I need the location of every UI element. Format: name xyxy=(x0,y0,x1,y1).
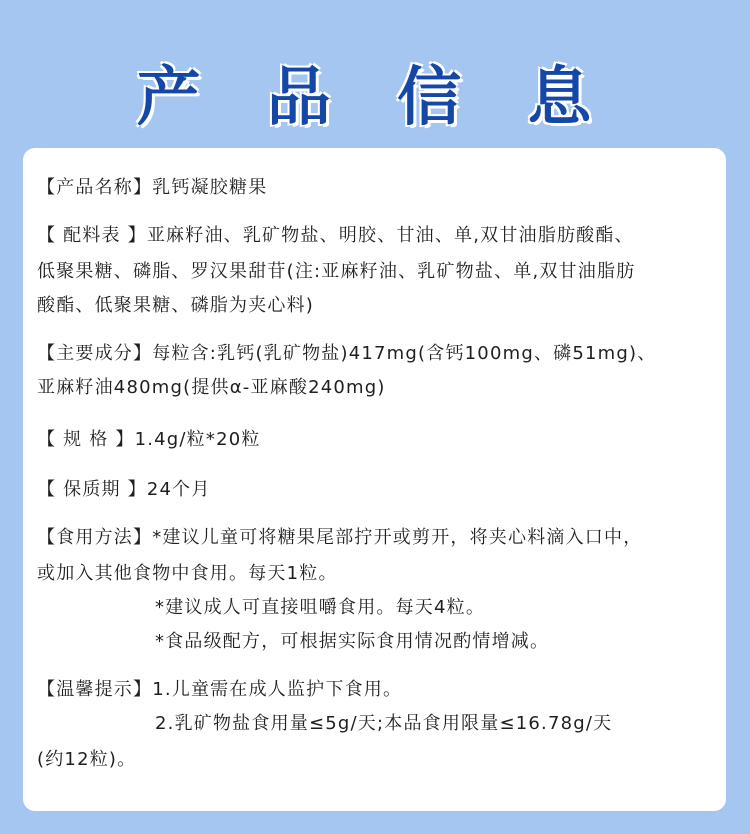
tips-line-1: 【温馨提示】1.儿童需在成人监护下食用。 xyxy=(37,679,403,700)
usage-line-3: *建议成人可直接咀嚼食用。每天4粒。 xyxy=(155,597,486,618)
usage-line-4: *食品级配方，可根据实际食用情况酌情增减。 xyxy=(155,631,550,652)
specification-line: 【 规 格 】1.4g/粒*20粒 xyxy=(37,429,261,450)
product-name-line: 【产品名称】乳钙凝胶糖果 xyxy=(37,177,268,198)
usage-line-1: 【食用方法】*建议儿童可将糖果尾部拧开或剪开，将夹心料滴入口中， xyxy=(37,527,643,548)
page-title: 产 品 信 息 xyxy=(136,61,614,135)
ingredients-line-3: 酸酯、低聚果糖、磷脂为夹心料) xyxy=(37,295,315,316)
main-components-line-1: 【主要成分】每粒含:乳钙(乳矿物盐)417mg(含钙100mg、磷51mg)、 xyxy=(37,343,657,364)
usage-line-2: 或加入其他食物中食用。每天1粒。 xyxy=(37,563,338,584)
tips-line-3: (约12粒)。 xyxy=(37,749,137,770)
ingredients-line-1: 【 配料表 】亚麻籽油、乳矿物盐、明胶、甘油、单,双甘油脂肪酸酯、 xyxy=(37,225,634,246)
main-components-line-2: 亚麻籽油480mg(提供α-亚麻酸240mg) xyxy=(37,377,386,398)
shelf-life-line: 【 保质期 】24个月 xyxy=(37,479,211,500)
tips-line-2: 2.乳矿物盐食用量≤5g/天;本品食用限量≤16.78g/天 xyxy=(155,713,613,734)
ingredients-line-2: 低聚果糖、磷脂、罗汉果甜苷(注:亚麻籽油、乳矿物盐、单,双甘油脂肪 xyxy=(37,261,636,282)
product-info-card xyxy=(23,148,726,811)
